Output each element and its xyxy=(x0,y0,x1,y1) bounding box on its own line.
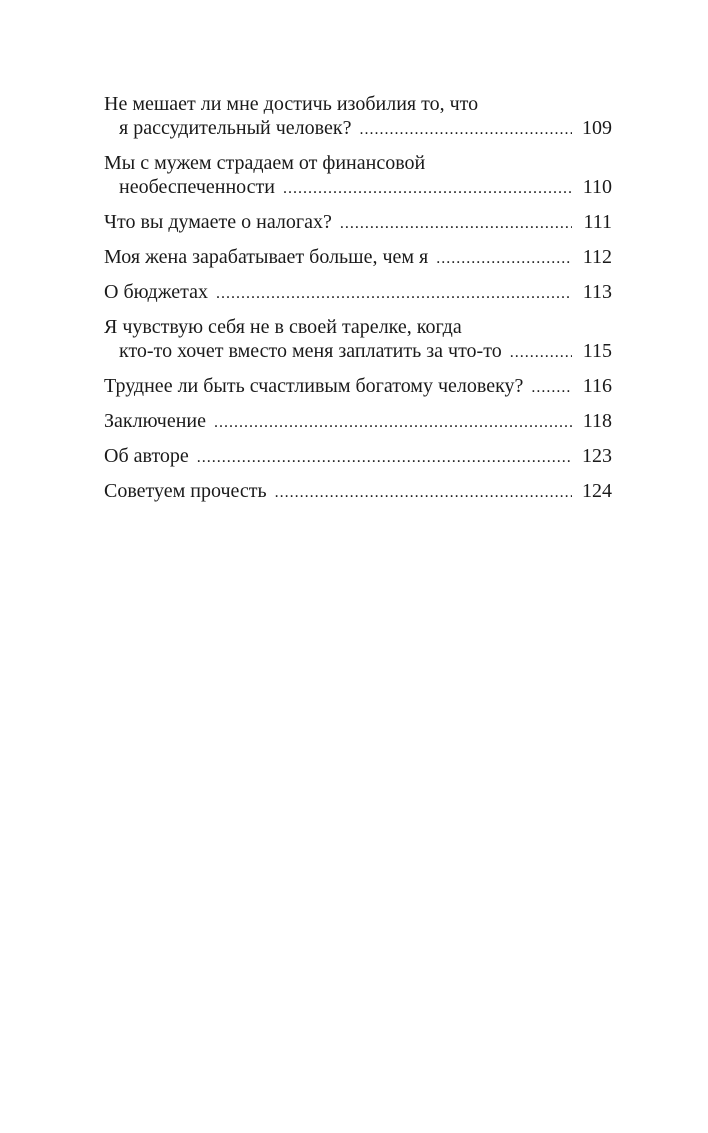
toc-entry-title: Об авторе xyxy=(104,445,189,467)
dot-leader xyxy=(275,481,572,505)
dot-leader xyxy=(510,341,572,365)
toc-entry-title: Что вы думаете о налогах? xyxy=(104,211,332,233)
toc-entry-title: Заключение xyxy=(104,410,206,432)
toc-entry xyxy=(104,479,612,505)
toc-entry-title: О бюджетах xyxy=(104,281,209,303)
dot-leader xyxy=(340,212,572,236)
dot-leader xyxy=(197,446,572,470)
toc-entry xyxy=(104,245,612,271)
table-of-contents xyxy=(104,92,612,514)
toc-page-number: 116 xyxy=(582,375,612,397)
toc-entry xyxy=(104,444,612,470)
toc-page-number: 111 xyxy=(583,211,612,233)
toc-entry-title: Труднее ли быть счастливым богатому человеку? xyxy=(104,375,524,397)
toc-entry-title-continued: необеспеченности xyxy=(119,176,275,198)
toc-entry-title: Советуем прочесть xyxy=(104,480,267,502)
toc-entry xyxy=(104,315,612,365)
toc-page-number: 110 xyxy=(582,176,612,198)
dot-leader xyxy=(359,118,572,142)
toc-page-number: 123 xyxy=(582,445,612,467)
toc-entry xyxy=(104,210,612,236)
toc-page-number: 109 xyxy=(582,117,612,139)
dot-leader xyxy=(531,376,572,400)
toc-page-number: 118 xyxy=(582,410,612,432)
toc-entry xyxy=(104,92,612,142)
toc-page-number: 112 xyxy=(582,246,612,268)
toc-page-number: 115 xyxy=(582,340,612,362)
dot-leader xyxy=(214,411,572,435)
toc-entry-title-continued: кто-то хочет вместо меня заплатить за что-то xyxy=(119,340,502,362)
toc-entry-title-continued: я рассудительный человек? xyxy=(119,117,352,139)
toc-entry-title: Моя жена зарабатывает больше, чем я xyxy=(104,246,429,268)
toc-entry xyxy=(104,409,612,435)
dot-leader xyxy=(436,247,572,271)
toc-entry-title: Я чувствую себя не в своей тарелке, когда xyxy=(104,316,462,338)
toc-page-number: 113 xyxy=(582,281,612,303)
toc-entry xyxy=(104,151,612,201)
toc-entry xyxy=(104,374,612,400)
dot-leader xyxy=(283,177,572,201)
dot-leader xyxy=(216,282,572,306)
toc-page-number: 124 xyxy=(582,480,612,502)
toc-entry-title: Не мешает ли мне достичь изобилия то, что xyxy=(104,93,479,115)
toc-entry-title: Мы с мужем страдаем от финансовой xyxy=(104,152,426,174)
toc-entry xyxy=(104,280,612,306)
